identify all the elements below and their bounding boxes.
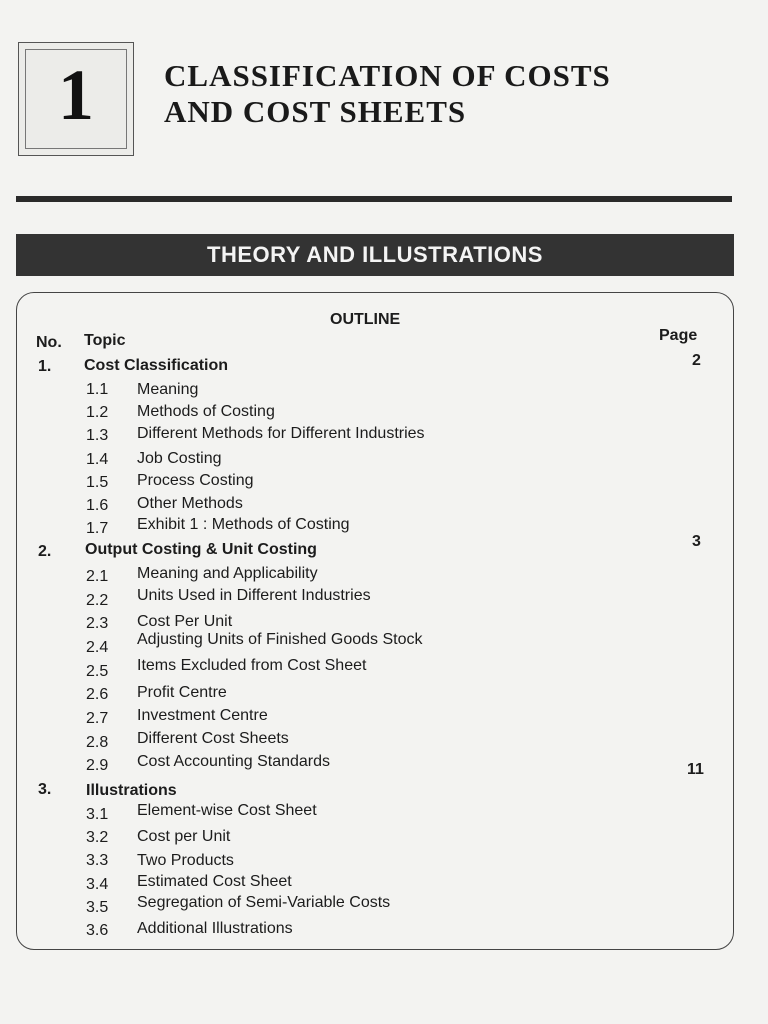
column-header-page: Page [659, 327, 698, 344]
outline-item-number: 1.5 [86, 474, 109, 491]
outline-item-number: 2.6 [86, 686, 109, 703]
section-number: 1. [38, 358, 52, 375]
outline-item-label: Meaning and Applicability [137, 565, 318, 582]
section-number: 2. [38, 543, 52, 560]
section-page: 3 [692, 533, 701, 550]
chapter-number-box [18, 42, 134, 156]
section-title: Output Costing & Unit Costing [85, 541, 317, 558]
outline-item-label: Methods of Costing [137, 403, 275, 420]
outline-item-number: 1.7 [86, 520, 109, 537]
outline-item-number: 1.4 [86, 451, 109, 468]
outline-box [16, 292, 734, 950]
outline-item-number: 3.5 [86, 899, 109, 916]
section-banner-text: THEORY AND ILLUSTRATIONS [207, 242, 543, 267]
section-page: 2 [692, 352, 701, 369]
chapter-title [164, 58, 611, 130]
outline-item-label: Different Cost Sheets [137, 730, 289, 747]
outline-item-number: 2.8 [86, 734, 109, 751]
outline-item-number: 2.3 [86, 615, 109, 632]
title-divider [16, 196, 732, 202]
outline-item-number: 3.3 [86, 852, 109, 869]
outline-item-label: Units Used in Different Industries [137, 587, 371, 604]
outline-item-label: Additional Illustrations [137, 920, 293, 937]
outline-item-label: Investment Centre [137, 707, 268, 724]
outline-item-label: Element-wise Cost Sheet [137, 802, 317, 819]
outline-item-number: 3.6 [86, 922, 109, 939]
outline-item-number: 1.2 [86, 404, 109, 421]
outline-item-number: 2.4 [86, 639, 109, 656]
outline-item-number: 2.7 [86, 710, 109, 727]
outline-item-number: 2.2 [86, 592, 109, 609]
outline-item-label: Different Methods for Different Industries [137, 425, 425, 442]
section-page: 11 [687, 761, 704, 778]
outline-item-label: Two Products [137, 852, 234, 869]
outline-item-number: 1.3 [86, 427, 109, 444]
outline-item-label: Other Methods [137, 495, 243, 512]
outline-item-label: Job Costing [137, 450, 222, 467]
section-title: Illustrations [86, 782, 177, 799]
column-header-no: No. [36, 334, 62, 351]
outline-item-label: Exhibit 1 : Methods of Costing [137, 516, 350, 533]
outline-heading: OUTLINE [330, 311, 401, 328]
outline-item-number: 3.4 [86, 876, 109, 893]
outline-item-number: 3.1 [86, 806, 109, 823]
section-title: Cost Classification [84, 357, 229, 374]
outline-item-label: Cost Accounting Standards [137, 753, 331, 770]
chapter-title-line-1: CLASSIFICATION OF COSTS [164, 58, 611, 93]
outline-item-label: Segregation of Semi-Variable Costs [137, 894, 391, 911]
section-banner [16, 234, 734, 276]
outline-item-label: Cost per Unit [137, 828, 231, 845]
outline-item-label: Profit Centre [137, 684, 227, 701]
chapter-title-line-2: AND COST SHEETS [164, 94, 467, 129]
outline-item-label: Meaning [137, 381, 199, 398]
section-number: 3. [38, 781, 52, 798]
outline-item-number: 2.9 [86, 757, 109, 774]
outline-item-label: Estimated Cost Sheet [137, 873, 292, 890]
chapter-number: 1 [58, 55, 94, 135]
outline-item-label: Items Excluded from Cost Sheet [137, 657, 367, 674]
outline-item-number: 2.1 [86, 568, 109, 585]
outline-item-label: Cost Per Unit [137, 613, 233, 630]
outline-item-number: 1.1 [86, 381, 109, 398]
outline-item-label: Adjusting Units of Finished Goods Stock [137, 631, 423, 648]
column-header-topic: Topic [84, 332, 126, 349]
outline-item-number: 1.6 [86, 497, 109, 514]
outline-item-label: Process Costing [137, 472, 254, 489]
outline-item-number: 2.5 [86, 663, 109, 680]
outline-item-number: 3.2 [86, 829, 109, 846]
